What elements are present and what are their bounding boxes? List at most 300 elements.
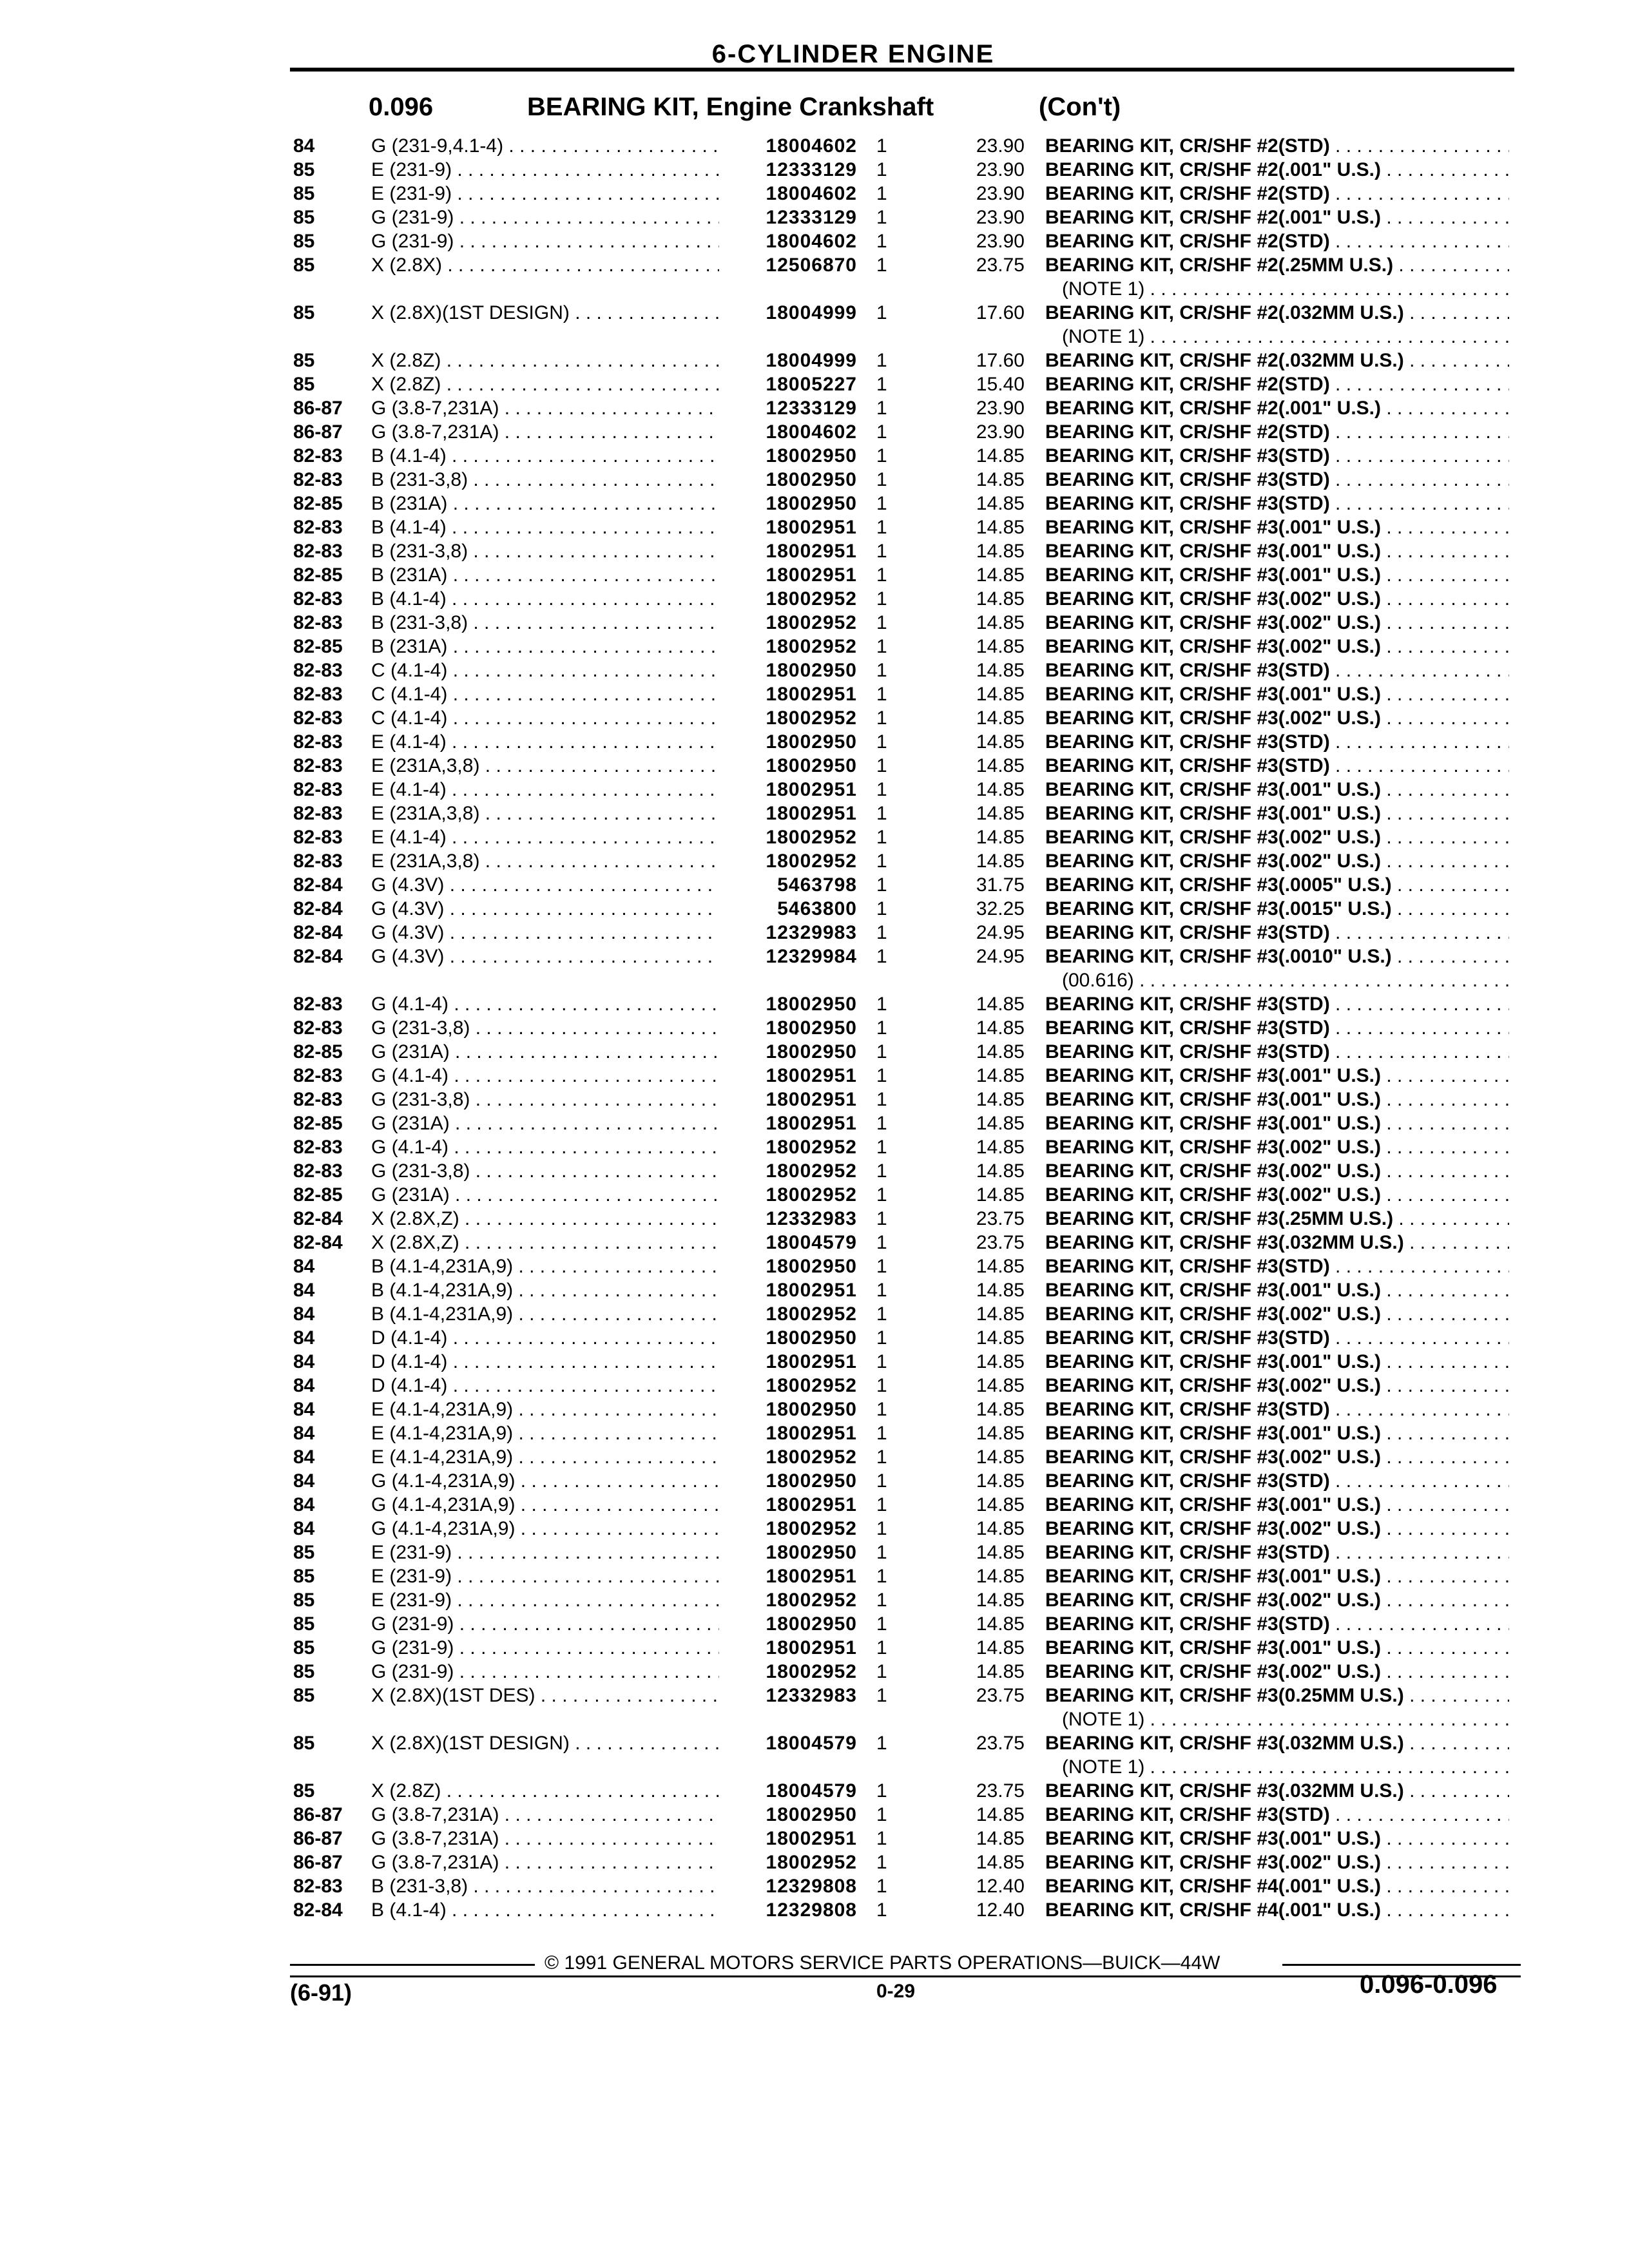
application: E (231A,3,8) . . . — [371, 754, 719, 778]
quantity: 1 — [876, 1852, 887, 1873]
model-year: 82-83 — [293, 707, 343, 729]
model-year: 82-83 — [293, 1089, 343, 1110]
price: 23.75 — [976, 1733, 1025, 1754]
table-row — [0, 1326, 1629, 1350]
application: C (4.1-4) . . . — [371, 706, 719, 730]
price: 14.85 — [976, 1065, 1025, 1086]
application: E (4.1-4,231A,9) . . . — [371, 1398, 719, 1421]
quantity: 1 — [876, 1017, 887, 1039]
quantity: 1 — [876, 803, 887, 824]
model-year: 84 — [293, 1494, 315, 1515]
part-number: 18004602 — [766, 231, 857, 252]
table-row — [0, 1302, 1629, 1326]
price: 14.85 — [976, 994, 1025, 1015]
table-row — [0, 1874, 1629, 1898]
model-year: 84 — [293, 1327, 315, 1349]
model-year: 82-84 — [293, 1208, 343, 1229]
price: 14.85 — [976, 1113, 1025, 1134]
part-number: 18002950 — [766, 1470, 857, 1492]
quantity: 1 — [876, 731, 887, 753]
application: B (4.1-4,231A,9) . . . — [371, 1302, 719, 1326]
model-year: 85 — [293, 1661, 315, 1682]
price: 31.75 — [976, 874, 1025, 896]
quantity: 1 — [876, 612, 887, 633]
part-number: 12333129 — [766, 398, 857, 419]
model-year: 82-85 — [293, 636, 343, 657]
part-number: 18002952 — [766, 1375, 857, 1396]
description: BEARING KIT, CR/SHF #3(STD) . . . — [1045, 1541, 1509, 1564]
price: 14.85 — [976, 660, 1025, 681]
application: G (4.1-4,231A,9) . . . — [371, 1517, 719, 1541]
quantity: 1 — [876, 1351, 887, 1372]
table-row — [0, 1493, 1629, 1517]
application: X (2.8Z) . . . — [371, 349, 719, 372]
model-year: 82-84 — [293, 1232, 343, 1253]
model-year: 82-83 — [293, 803, 343, 824]
table-row — [0, 1350, 1629, 1374]
price: 14.85 — [976, 1256, 1025, 1277]
description: BEARING KIT, CR/SHF #3(.001" U.S.) . . . — [1045, 1636, 1509, 1660]
price: 23.90 — [976, 231, 1025, 252]
price: 23.90 — [976, 398, 1025, 419]
application: E (4.1-4) . . . — [371, 825, 719, 849]
quantity: 1 — [876, 1089, 887, 1110]
application: X (2.8X) . . . — [371, 253, 719, 277]
price: 14.85 — [976, 1041, 1025, 1062]
part-number: 18002950 — [766, 731, 857, 753]
table-row — [0, 206, 1629, 229]
quantity: 1 — [876, 445, 887, 466]
price: 14.85 — [976, 1184, 1025, 1206]
quantity: 1 — [876, 755, 887, 776]
description: BEARING KIT, CR/SHF #2(STD) . . . — [1045, 420, 1509, 444]
price: 14.85 — [976, 493, 1025, 514]
description: BEARING KIT, CR/SHF #3(.032MM U.S.) . . . — [1045, 1231, 1509, 1254]
application: D (4.1-4) . . . — [371, 1374, 719, 1398]
description: BEARING KIT, CR/SHF #3(.002" U.S.) . . . — [1045, 1302, 1509, 1326]
price: 14.85 — [976, 1280, 1025, 1301]
part-number: 18002952 — [766, 612, 857, 633]
model-year: 85 — [293, 1590, 315, 1611]
part-number: 18002952 — [766, 1518, 857, 1539]
part-number: 18002951 — [766, 1113, 857, 1134]
price: 14.85 — [976, 731, 1025, 753]
model-year: 82-83 — [293, 684, 343, 705]
application: B (231-3,8) . . . — [371, 1874, 719, 1898]
table-row — [0, 849, 1629, 873]
part-number: 18002951 — [766, 1065, 857, 1086]
model-year: 82-83 — [293, 1017, 343, 1039]
description: BEARING KIT, CR/SHF #3(.001" U.S.) . . . — [1045, 539, 1509, 563]
application: G (231-3,8) . . . — [371, 1159, 719, 1183]
table-row — [0, 706, 1629, 730]
quantity: 1 — [876, 517, 887, 538]
section-number: 0.096 — [369, 93, 434, 121]
page-id: (6-91) — [290, 1979, 352, 2006]
description: BEARING KIT, CR/SHF #3(.001" U.S.) . . . — [1045, 1278, 1509, 1302]
application: G (231-3,8) . . . — [371, 1016, 719, 1040]
part-number: 18002951 — [766, 684, 857, 705]
description: BEARING KIT, CR/SHF #3(.002" U.S.) . . . — [1045, 706, 1509, 730]
part-number: 18004579 — [766, 1780, 857, 1802]
description: BEARING KIT, CR/SHF #3(STD) . . . — [1045, 1398, 1509, 1421]
application: G (231A) . . . — [371, 1040, 719, 1064]
part-number: 18002952 — [766, 1184, 857, 1206]
quantity: 1 — [876, 684, 887, 705]
description: BEARING KIT, CR/SHF #2(.001" U.S.) . . . — [1045, 396, 1509, 420]
table-row — [0, 1779, 1629, 1803]
description: BEARING KIT, CR/SHF #3(STD) . . . — [1045, 1326, 1509, 1350]
price: 14.85 — [976, 1017, 1025, 1039]
application: B (231A) . . . — [371, 492, 719, 515]
description: BEARING KIT, CR/SHF #3(.001" U.S.) . . . — [1045, 802, 1509, 825]
part-number: 18002950 — [766, 1542, 857, 1563]
description: BEARING KIT, CR/SHF #2(STD) . . . — [1045, 372, 1509, 396]
model-year: 84 — [293, 1280, 315, 1301]
description: BEARING KIT, CR/SHF #3(STD) . . . — [1045, 921, 1509, 945]
model-year: 82-84 — [293, 1899, 343, 1921]
model-year: 84 — [293, 1423, 315, 1444]
table-row — [0, 349, 1629, 372]
table-row — [0, 229, 1629, 253]
description: BEARING KIT, CR/SHF #3(STD) . . . — [1045, 730, 1509, 754]
application: B (231A) . . . — [371, 563, 719, 587]
application: G (3.8-7,231A) . . . — [371, 1827, 719, 1850]
model-year: 85 — [293, 1637, 315, 1658]
model-year: 85 — [293, 1542, 315, 1563]
model-year: 82-84 — [293, 874, 343, 896]
application: E (231A,3,8) . . . — [371, 849, 719, 873]
part-number: 5463798 — [777, 874, 857, 896]
part-number: 18002951 — [766, 1494, 857, 1515]
quantity: 1 — [876, 255, 887, 276]
part-number: 18002950 — [766, 994, 857, 1015]
price: 14.85 — [976, 445, 1025, 466]
application: B (4.1-4) . . . — [371, 444, 719, 468]
model-year: 82-83 — [293, 469, 343, 490]
table-row — [0, 754, 1629, 778]
application: B (231A) . . . — [371, 635, 719, 658]
part-number: 18002952 — [766, 850, 857, 872]
price: 14.85 — [976, 588, 1025, 610]
table-row — [0, 1016, 1629, 1040]
model-year: 85 — [293, 1566, 315, 1587]
model-year: 85 — [293, 1780, 315, 1802]
quantity: 1 — [876, 1518, 887, 1539]
part-number: 18002951 — [766, 803, 857, 824]
application: B (231-3,8) . . . — [371, 611, 719, 635]
quantity: 1 — [876, 1208, 887, 1229]
quantity: 1 — [876, 1160, 887, 1182]
model-year: 86-87 — [293, 421, 343, 443]
description: BEARING KIT, CR/SHF #3(STD) . . . — [1045, 1254, 1509, 1278]
description: BEARING KIT, CR/SHF #3(.002" U.S.) . . . — [1045, 1850, 1509, 1874]
description-note: (NOTE 1) . . . — [1062, 277, 1509, 301]
application: X (2.8X)(1ST DESIGN) . . . — [371, 1731, 719, 1755]
table-row — [0, 873, 1629, 897]
table-row — [0, 1135, 1629, 1159]
part-number: 18002950 — [766, 1256, 857, 1277]
application: G (4.1-4) . . . — [371, 1064, 719, 1088]
description: BEARING KIT, CR/SHF #3(STD) . . . — [1045, 1803, 1509, 1827]
table-row — [0, 1278, 1629, 1302]
description: BEARING KIT, CR/SHF #3(.001" U.S.) . . . — [1045, 515, 1509, 539]
price: 14.85 — [976, 1303, 1025, 1325]
price: 17.60 — [976, 302, 1025, 323]
description: BEARING KIT, CR/SHF #3(.001" U.S.) . . . — [1045, 1350, 1509, 1374]
application: X (2.8X,Z) . . . — [371, 1207, 719, 1231]
quantity: 1 — [876, 207, 887, 228]
description: BEARING KIT, CR/SHF #3(STD) . . . — [1045, 1469, 1509, 1493]
model-year: 82-85 — [293, 1184, 343, 1206]
model-year: 82-83 — [293, 994, 343, 1015]
part-number: 18002950 — [766, 1327, 857, 1349]
table-row — [0, 1517, 1629, 1541]
price: 23.75 — [976, 1685, 1025, 1706]
application: D (4.1-4) . . . — [371, 1350, 719, 1374]
quantity: 1 — [876, 1828, 887, 1849]
quantity: 1 — [876, 850, 887, 872]
table-row — [0, 1183, 1629, 1207]
table-row — [0, 1207, 1629, 1231]
model-year: 82-83 — [293, 588, 343, 610]
price: 14.85 — [976, 1423, 1025, 1444]
part-number: 18002951 — [766, 1566, 857, 1587]
price: 23.75 — [976, 255, 1025, 276]
part-number: 18002951 — [766, 1089, 857, 1110]
description: BEARING KIT, CR/SHF #3(STD) . . . — [1045, 1016, 1509, 1040]
model-year: 82-83 — [293, 541, 343, 562]
application: G (231-9) . . . — [371, 1636, 719, 1660]
description: BEARING KIT, CR/SHF #3(.001" U.S.) . . . — [1045, 1088, 1509, 1111]
application: B (4.1-4,231A,9) . . . — [371, 1278, 719, 1302]
table-row — [0, 1088, 1629, 1111]
application: G (231-9) . . . — [371, 206, 719, 229]
price: 23.90 — [976, 135, 1025, 157]
price: 14.85 — [976, 1613, 1025, 1635]
quantity: 1 — [876, 1590, 887, 1611]
part-number: 18002952 — [766, 1137, 857, 1158]
quantity: 1 — [876, 1423, 887, 1444]
price: 12.40 — [976, 1899, 1025, 1921]
application: G (3.8-7,231A) . . . — [371, 1850, 719, 1874]
model-year: 82-84 — [293, 898, 343, 919]
description: BEARING KIT, CR/SHF #3(.001" U.S.) . . . — [1045, 1421, 1509, 1445]
description: BEARING KIT, CR/SHF #3(.002" U.S.) . . . — [1045, 611, 1509, 635]
part-number: 18002951 — [766, 1423, 857, 1444]
model-year: 85 — [293, 374, 315, 395]
part-number: 18002951 — [766, 1351, 857, 1372]
description: BEARING KIT, CR/SHF #3(STD) . . . — [1045, 444, 1509, 468]
page-range: 0.096-0.096 — [1360, 1970, 1498, 1999]
part-number: 12329984 — [766, 946, 857, 967]
table-row — [0, 444, 1629, 468]
table-row — [0, 1111, 1629, 1135]
price: 14.85 — [976, 1542, 1025, 1563]
description: BEARING KIT, CR/SHF #3(.001" U.S.) . . . — [1045, 563, 1509, 587]
part-number: 18002950 — [766, 1804, 857, 1825]
application: G (231A) . . . — [371, 1183, 719, 1207]
price: 14.85 — [976, 564, 1025, 586]
part-number: 18002952 — [766, 1446, 857, 1468]
part-number: 18002951 — [766, 517, 857, 538]
quantity: 1 — [876, 1446, 887, 1468]
description: BEARING KIT, CR/SHF #2(STD) . . . — [1045, 182, 1509, 206]
table-row — [0, 563, 1629, 587]
application: E (231-9) . . . — [371, 1564, 719, 1588]
table-row — [0, 682, 1629, 706]
application: E (231-9) . . . — [371, 1541, 719, 1564]
part-number: 12333129 — [766, 207, 857, 228]
part-number: 18004602 — [766, 135, 857, 157]
table-row — [0, 825, 1629, 849]
part-number: 18004602 — [766, 421, 857, 443]
description: BEARING KIT, CR/SHF #2(STD) . . . — [1045, 134, 1509, 158]
price: 23.75 — [976, 1208, 1025, 1229]
table-row — [0, 1827, 1629, 1850]
part-number: 12329808 — [766, 1876, 857, 1897]
model-year: 85 — [293, 1685, 315, 1706]
table-row — [0, 1254, 1629, 1278]
price: 17.60 — [976, 350, 1025, 371]
table-row — [0, 802, 1629, 825]
table-row — [0, 492, 1629, 515]
application: B (231-3,8) . . . — [371, 539, 719, 563]
quantity: 1 — [876, 1256, 887, 1277]
description: BEARING KIT, CR/SHF #3(.25MM U.S.) . . . — [1045, 1207, 1509, 1231]
model-year: 82-83 — [293, 660, 343, 681]
price: 15.40 — [976, 374, 1025, 395]
part-number: 18004579 — [766, 1232, 857, 1253]
quantity: 1 — [876, 374, 887, 395]
page-title: 6-CYLINDER ENGINE — [711, 40, 995, 68]
model-year: 82-85 — [293, 564, 343, 586]
description: BEARING KIT, CR/SHF #3(.001" U.S.) . . . — [1045, 1564, 1509, 1588]
application: X (2.8X,Z) . . . — [371, 1231, 719, 1254]
quantity: 1 — [876, 1661, 887, 1682]
description: BEARING KIT, CR/SHF #3(.0010" U.S.) . . . — [1045, 945, 1509, 968]
table-row — [0, 1564, 1629, 1588]
description: BEARING KIT, CR/SHF #2(.25MM U.S.) . . . — [1045, 253, 1509, 277]
description: BEARING KIT, CR/SHF #2(.001" U.S.) . . . — [1045, 158, 1509, 182]
part-number: 18005227 — [766, 374, 857, 395]
description: BEARING KIT, CR/SHF #3(.001" U.S.) . . . — [1045, 1111, 1509, 1135]
part-number: 18002950 — [766, 755, 857, 776]
table-row — [0, 253, 1629, 301]
part-number: 18002950 — [766, 493, 857, 514]
table-row — [0, 134, 1629, 158]
application: G (231-9,4.1-4) . . . — [371, 134, 719, 158]
table-row — [0, 396, 1629, 420]
part-number: 18002952 — [766, 1160, 857, 1182]
part-number: 12329808 — [766, 1899, 857, 1921]
table-row — [0, 1040, 1629, 1064]
part-number: 18002951 — [766, 1637, 857, 1658]
quantity: 1 — [876, 1280, 887, 1301]
application: G (4.3V) . . . — [371, 897, 719, 921]
model-year: 86-87 — [293, 1828, 343, 1849]
table-row — [0, 1612, 1629, 1636]
table-row — [0, 1231, 1629, 1254]
price: 14.85 — [976, 1137, 1025, 1158]
quantity: 1 — [876, 1327, 887, 1349]
part-number: 18002952 — [766, 827, 857, 848]
application: E (4.1-4) . . . — [371, 730, 719, 754]
application: E (231-9) . . . — [371, 182, 719, 206]
footer-rule-right — [1282, 1964, 1521, 1966]
part-number: 18002950 — [766, 1017, 857, 1039]
price: 14.85 — [976, 1446, 1025, 1468]
table-row — [0, 420, 1629, 444]
quantity: 1 — [876, 1137, 887, 1158]
model-year: 86-87 — [293, 1852, 343, 1873]
quantity: 1 — [876, 1470, 887, 1492]
model-year: 85 — [293, 302, 315, 323]
description: BEARING KIT, CR/SHF #3(.002" U.S.) . . . — [1045, 1183, 1509, 1207]
description: BEARING KIT, CR/SHF #4(.001" U.S.) . . . — [1045, 1874, 1509, 1898]
model-year: 82-83 — [293, 1137, 343, 1158]
part-number: 18002950 — [766, 469, 857, 490]
application: G (4.1-4) . . . — [371, 1135, 719, 1159]
quantity: 1 — [876, 231, 887, 252]
model-year: 82-83 — [293, 1065, 343, 1086]
quantity: 1 — [876, 946, 887, 967]
price: 14.85 — [976, 755, 1025, 776]
model-year: 84 — [293, 1470, 315, 1492]
description-note: (NOTE 1) . . . — [1062, 325, 1509, 349]
description: BEARING KIT, CR/SHF #2(.032MM U.S.) . . . — [1045, 349, 1509, 372]
table-row — [0, 658, 1629, 682]
description: BEARING KIT, CR/SHF #3(STD) . . . — [1045, 468, 1509, 492]
footer-rule — [290, 1975, 1521, 1977]
application: X (2.8X)(1ST DES) . . . — [371, 1684, 719, 1707]
model-year: 82-85 — [293, 493, 343, 514]
table-row — [0, 158, 1629, 182]
model-year: 84 — [293, 1375, 315, 1396]
price: 23.90 — [976, 207, 1025, 228]
description: BEARING KIT, CR/SHF #3(.032MM U.S.) . . . — [1045, 1731, 1509, 1755]
description: BEARING KIT, CR/SHF #3(.0015" U.S.) . . . — [1045, 897, 1509, 921]
table-row — [0, 182, 1629, 206]
application: C (4.1-4) . . . — [371, 682, 719, 706]
description: BEARING KIT, CR/SHF #3(.001" U.S.) . . . — [1045, 778, 1509, 802]
model-year: 82-84 — [293, 922, 343, 943]
application: G (231A) . . . — [371, 1111, 719, 1135]
quantity: 1 — [876, 421, 887, 443]
table-row — [0, 587, 1629, 611]
model-year: 82-83 — [293, 612, 343, 633]
quantity: 1 — [876, 159, 887, 180]
model-year: 82-83 — [293, 445, 343, 466]
quantity: 1 — [876, 588, 887, 610]
price: 14.85 — [976, 1637, 1025, 1658]
model-year: 85 — [293, 231, 315, 252]
price: 14.85 — [976, 1375, 1025, 1396]
description: BEARING KIT, CR/SHF #3(STD) . . . — [1045, 1040, 1509, 1064]
table-row — [0, 515, 1629, 539]
quantity: 1 — [876, 1733, 887, 1754]
description: BEARING KIT, CR/SHF #3(.002" U.S.) . . . — [1045, 1445, 1509, 1469]
quantity: 1 — [876, 398, 887, 419]
part-number: 12333129 — [766, 159, 857, 180]
description: BEARING KIT, CR/SHF #3(.002" U.S.) . . . — [1045, 1588, 1509, 1612]
description: BEARING KIT, CR/SHF #3(.002" U.S.) . . . — [1045, 849, 1509, 873]
quantity: 1 — [876, 1566, 887, 1587]
description-note: (NOTE 1) . . . — [1062, 1707, 1509, 1731]
application: X (2.8Z) . . . — [371, 372, 719, 396]
description: BEARING KIT, CR/SHF #3(STD) . . . — [1045, 492, 1509, 515]
description: BEARING KIT, CR/SHF #3(.001" U.S.) . . . — [1045, 1827, 1509, 1850]
